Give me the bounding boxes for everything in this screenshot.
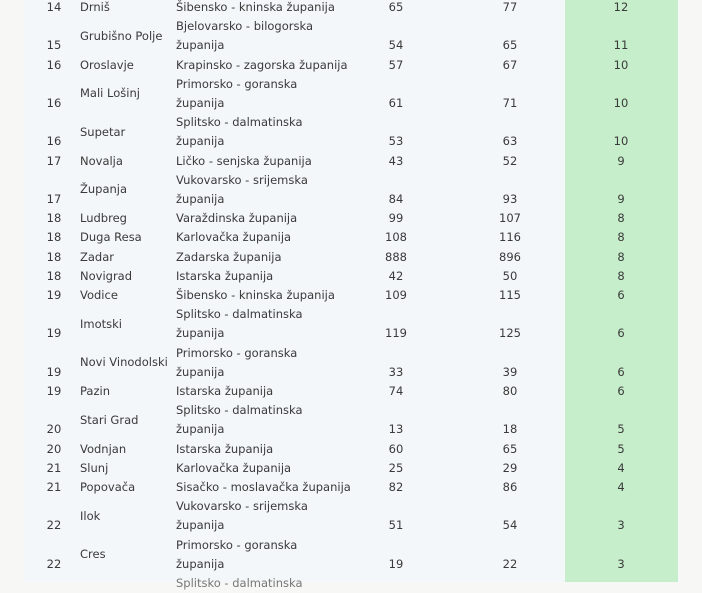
difference-cell: 5: [617, 441, 625, 456]
rank-cell: 19: [46, 326, 62, 341]
difference-cell: 8: [617, 230, 625, 245]
city-cell: Oroslavje: [80, 57, 134, 72]
city-cell: Supetar: [80, 124, 126, 139]
value-cell-2: 65: [502, 38, 518, 53]
difference-cell: 4: [617, 480, 625, 494]
cut-off-county-text: Splitsko - dalmatinska: [176, 576, 303, 590]
value-cell-2: 107: [499, 211, 521, 226]
value-cell-2: 63: [502, 134, 518, 149]
difference-cell: 6: [617, 364, 625, 379]
county-cell: Splitsko - dalmatinska: [176, 115, 303, 130]
difference-cell: 8: [617, 249, 625, 264]
county-cell: Primorsko - goranska: [176, 345, 298, 360]
city-cell: Ludbreg: [80, 211, 127, 226]
county-cell: županija: [176, 364, 225, 379]
county-cell: županija: [176, 518, 225, 533]
table-row: [24, 17, 679, 55]
county-cell: Istarska županija: [176, 384, 274, 398]
county-cell: Istarska županija: [176, 441, 274, 456]
rank-cell: 22: [46, 518, 62, 533]
value-cell-1: 51: [388, 518, 404, 533]
value-cell-2: 67: [502, 57, 518, 72]
table-row: [24, 497, 679, 535]
table-row: [24, 459, 679, 478]
rank-cell: 22: [46, 556, 62, 571]
rank-cell: 19: [46, 384, 62, 398]
value-cell-1: 84: [388, 191, 404, 206]
data-table: [24, 0, 679, 590]
difference-cell: 10: [613, 134, 629, 149]
table-row: [24, 382, 679, 401]
rank-cell: 21: [46, 480, 62, 494]
table-row: [24, 209, 679, 228]
city-cell: Drniš: [80, 0, 110, 14]
county-cell: Primorsko - goranska: [176, 537, 298, 552]
value-cell-1: 60: [388, 441, 404, 456]
county-cell: Karlovačka županija: [176, 460, 292, 475]
difference-cell: 6: [617, 326, 625, 341]
table-row: [24, 478, 679, 497]
rank-cell: 18: [46, 249, 62, 264]
rank-cell: 18: [46, 268, 62, 283]
table-row: [24, 401, 679, 439]
value-cell-1: 74: [388, 384, 404, 398]
value-cell-1: 19: [388, 556, 404, 571]
city-cell: Slunj: [80, 460, 109, 475]
difference-cell: 9: [617, 191, 625, 206]
table-row: [24, 440, 679, 459]
county-cell: Istarska županija: [176, 268, 274, 283]
value-cell-2: 18: [502, 422, 518, 437]
difference-cell: 3: [617, 518, 625, 533]
value-cell-2: 116: [499, 230, 521, 245]
rank-cell: 16: [46, 134, 62, 149]
table-row: [24, 286, 679, 305]
value-cell-1: 54: [388, 38, 404, 53]
value-cell-1: 82: [388, 480, 404, 494]
city-cell: Vodnjan: [80, 441, 127, 456]
difference-cell: 9: [617, 153, 625, 168]
county-cell: županija: [176, 326, 225, 341]
value-cell-2: 54: [502, 518, 518, 533]
value-cell-1: 42: [388, 268, 404, 283]
difference-cell: 4: [617, 460, 625, 475]
rank-cell: 20: [46, 441, 62, 456]
city-cell: Grubišno Polje: [80, 28, 163, 43]
value-cell-1: 13: [388, 422, 404, 437]
value-cell-2: 39: [502, 364, 518, 379]
value-cell-2: 93: [502, 191, 518, 206]
city-cell: Imotski: [80, 316, 122, 331]
table-row: [24, 228, 679, 247]
city-cell: Stari Grad: [80, 412, 139, 427]
county-cell: županija: [176, 556, 225, 571]
value-cell-1: 888: [385, 249, 407, 264]
table-row: [24, 152, 679, 171]
county-cell: županija: [176, 134, 225, 149]
city-cell: Popovača: [80, 480, 136, 494]
rank-cell: 20: [46, 422, 62, 437]
value-cell-1: 53: [388, 134, 404, 149]
city-cell: Pazin: [80, 384, 110, 398]
value-cell-1: 108: [385, 230, 407, 245]
city-cell: Cres: [80, 547, 106, 562]
difference-cell: 8: [617, 268, 625, 283]
county-cell: Zadarska županija: [176, 249, 282, 264]
difference-cell: 6: [617, 288, 625, 302]
county-cell: Primorsko - goranska: [176, 76, 298, 91]
value-cell-2: 50: [502, 268, 518, 283]
table-row: [24, 75, 679, 113]
value-cell-1: 61: [388, 95, 404, 110]
county-cell: Sisačko - moslavačka županija: [176, 480, 351, 494]
difference-cell: 12: [613, 0, 629, 14]
value-cell-2: 896: [499, 249, 521, 264]
difference-cell: 8: [617, 211, 625, 226]
county-cell: Bjelovarsko - bilogorska: [176, 19, 313, 34]
table-row: [24, 248, 679, 267]
value-cell-1: 57: [388, 57, 404, 72]
value-cell-1: 33: [388, 364, 404, 379]
page-margin: [679, 0, 702, 582]
value-cell-1: 99: [388, 211, 404, 226]
value-cell-2: 52: [502, 153, 518, 168]
table-row: [24, 305, 679, 343]
rank-cell: 16: [46, 57, 62, 72]
city-cell: Novigrad: [80, 268, 133, 283]
value-cell-1: 25: [388, 460, 404, 475]
table-row: [24, 536, 679, 574]
county-cell: Šibensko - kninska županija: [176, 288, 335, 302]
value-cell-2: 71: [502, 95, 518, 110]
rank-cell: 17: [46, 153, 62, 168]
value-cell-2: 86: [502, 480, 518, 494]
county-cell: Varaždinska županija: [176, 211, 298, 226]
city-cell: Duga Resa: [80, 230, 142, 245]
table-row: [24, 171, 679, 209]
city-cell: Županja: [80, 182, 128, 197]
county-cell: županija: [176, 191, 225, 206]
city-cell: Novi Vinodolski: [80, 355, 168, 370]
value-cell-1: 43: [388, 153, 404, 168]
county-cell: županija: [176, 422, 225, 437]
county-cell: županija: [176, 95, 225, 110]
table-row: [24, 0, 679, 17]
county-cell: Vukovarsko - srijemska: [176, 499, 308, 514]
value-cell-2: 80: [502, 384, 518, 398]
value-cell-2: 115: [499, 288, 521, 302]
city-cell: Mali Lošinj: [80, 86, 140, 101]
value-cell-2: 77: [502, 0, 518, 14]
value-cell-1: 119: [385, 326, 407, 341]
difference-cell: 11: [613, 38, 629, 53]
rank-cell: 21: [46, 460, 62, 475]
difference-cell: 10: [613, 95, 629, 110]
rank-cell: 18: [46, 211, 62, 226]
value-cell-1: 109: [385, 288, 407, 302]
difference-cell: 6: [617, 384, 625, 398]
table-row: [24, 56, 679, 75]
rank-cell: 19: [46, 288, 62, 302]
city-cell: Zadar: [80, 249, 115, 264]
rank-cell: 17: [46, 191, 62, 206]
rank-cell: 16: [46, 95, 62, 110]
rank-cell: 18: [46, 230, 62, 245]
value-cell-1: 65: [388, 0, 404, 14]
city-cell: Vodice: [80, 288, 118, 302]
table-row: [24, 267, 679, 286]
difference-cell: 10: [613, 57, 629, 72]
county-cell: županija: [176, 38, 225, 53]
county-cell: Karlovačka županija: [176, 230, 292, 245]
rank-cell: 15: [46, 38, 62, 53]
value-cell-2: 65: [502, 441, 518, 456]
table-row: [24, 113, 679, 151]
value-cell-2: 125: [499, 326, 521, 341]
county-cell: Krapinsko - zagorska županija: [176, 57, 348, 72]
city-cell: Ilok: [80, 508, 101, 523]
rank-cell: 19: [46, 364, 62, 379]
county-cell: Splitsko - dalmatinska: [176, 307, 303, 322]
table-row: [24, 344, 679, 382]
rank-cell: 14: [46, 0, 62, 14]
county-cell: Ličko - senjska županija: [176, 153, 312, 168]
difference-cell: 5: [617, 422, 625, 437]
county-cell: Splitsko - dalmatinska: [176, 403, 303, 418]
county-cell: Šibensko - kninska županija: [176, 0, 335, 14]
county-cell: Vukovarsko - srijemska: [176, 172, 308, 187]
difference-cell: 3: [617, 556, 625, 571]
city-cell: Novalja: [80, 153, 123, 168]
value-cell-2: 29: [502, 460, 518, 475]
value-cell-2: 22: [502, 556, 518, 571]
